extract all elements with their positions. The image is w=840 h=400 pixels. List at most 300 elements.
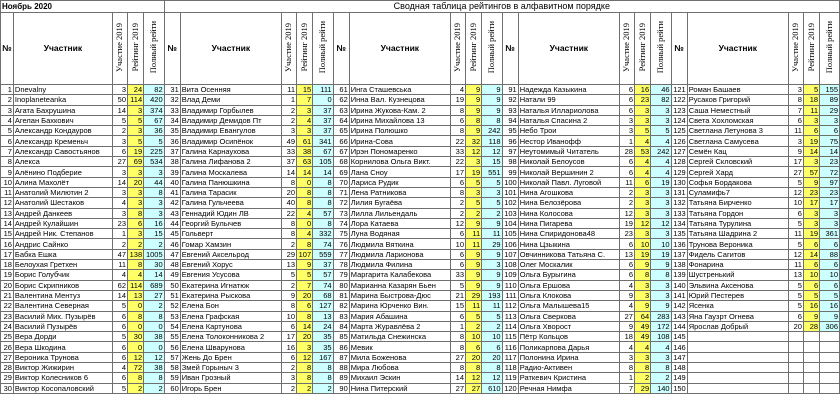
rating-2019: 6 (803, 280, 819, 290)
full-rating: 3 (651, 208, 671, 218)
full-rating: 242 (651, 146, 671, 156)
row-number: 145 (671, 332, 687, 342)
row-number: 1 (1, 85, 14, 95)
participant-name: Жень До Брен (180, 352, 281, 362)
row-number: 86 (333, 342, 349, 352)
full-rating: 3 (820, 218, 840, 228)
participant-name: Евгений Хорус (180, 260, 281, 270)
full-rating: 8 (313, 363, 333, 373)
full-rating: 8 (482, 115, 502, 125)
participant-name: Речная Нимфа (518, 383, 619, 393)
row-number: 45 (164, 229, 180, 239)
row-number: 147 (671, 352, 687, 362)
participation-2019: 9 (281, 290, 296, 300)
participation-2019: 5 (281, 270, 296, 280)
header-rating2019 (128, 13, 144, 85)
rating-2019: 23 (803, 187, 819, 197)
participant-name: Нина Спиридонова48 (518, 229, 619, 239)
rating-2019: 5 (803, 85, 819, 95)
participation-2019: 3 (619, 352, 634, 362)
rating-2019: 5 (803, 290, 819, 300)
participant-name: Поликарпова Дарья (518, 342, 619, 352)
row-number: 123 (671, 105, 687, 115)
participation-2019: 6 (619, 85, 634, 95)
participant-name: Александр Кондауров (13, 126, 112, 136)
row-number: 43 (164, 208, 180, 218)
full-rating: 341 (313, 136, 333, 146)
full-rating: 374 (144, 105, 164, 115)
full-rating: 283 (651, 311, 671, 321)
rating-2019: 11 (466, 239, 482, 249)
row-number: 98 (502, 157, 518, 167)
full-rating: 3 (482, 187, 502, 197)
participant-name: Галина Лифанова 2 (180, 157, 281, 167)
rating-2019: 3 (634, 187, 650, 197)
row-number: 83 (333, 311, 349, 321)
rating-2019: 10 (803, 270, 819, 280)
participant-name: Валентина Ментуз (13, 290, 112, 300)
full-rating: 420 (144, 95, 164, 105)
row-number: 20 (1, 280, 14, 290)
participant-name: Галина Карнаухова (180, 146, 281, 156)
rating-2019: 12 (466, 146, 482, 156)
table-row (1, 270, 840, 280)
rating-2019: 8 (634, 363, 650, 373)
participant-name: Ясенка (687, 301, 788, 311)
full-rating: 67 (144, 115, 164, 125)
row-number: 102 (502, 198, 518, 208)
full-rating: 19 (651, 249, 671, 259)
rating-2019: 4 (297, 208, 313, 218)
full-rating: 37 (313, 260, 333, 270)
rating-2019: 6 (297, 301, 313, 311)
participant-name (687, 342, 788, 352)
participant-name: Александр Кременьч (13, 136, 112, 146)
participation-2019 (788, 383, 803, 393)
header-part2019 (788, 13, 803, 85)
participant-name: Нина Колосова (518, 208, 619, 218)
participant-name: Василий Пузырёв (13, 321, 112, 331)
full-rating: 0 (144, 342, 164, 352)
participant-name: Мария Абашина (349, 311, 450, 321)
row-number: 47 (164, 249, 180, 259)
rating-2019: 8 (128, 208, 144, 218)
full-rating: 14 (313, 167, 333, 177)
rating-2019: 3 (466, 187, 482, 197)
rating-2019: 2 (128, 383, 144, 393)
participant-name: Пётр Кольцов (518, 332, 619, 342)
rating-2019: 6 (803, 260, 819, 270)
row-number: 55 (164, 332, 180, 342)
rating-2019: 5 (466, 198, 482, 208)
rating-2019: 8 (297, 187, 313, 197)
rating-2019: 4 (297, 229, 313, 239)
full-rating: 111 (313, 85, 333, 95)
participation-2019: 4 (112, 270, 127, 280)
full-rating: 559 (313, 249, 333, 259)
participation-2019: 5 (788, 239, 803, 249)
full-rating: 8 (651, 363, 671, 373)
full-rating: 5 (482, 198, 502, 208)
rating-2019: 12 (466, 373, 482, 383)
full-rating: 332 (313, 229, 333, 239)
header-rating2019 (634, 13, 650, 85)
participant-name: Гомар Хамзин (180, 239, 281, 249)
participation-2019: 19 (450, 95, 465, 105)
participant-name: Николай Павл. Луговой (518, 177, 619, 187)
participation-2019: 6 (450, 311, 465, 321)
rating-2019: 15 (297, 85, 313, 95)
row-number: 128 (671, 157, 687, 167)
full-rating: 5 (144, 136, 164, 146)
row-number: 23 (1, 311, 14, 321)
rating-2019: 61 (297, 136, 313, 146)
rating-2019: 5 (128, 136, 144, 146)
participation-2019: 49 (281, 136, 296, 146)
row-number: 4 (1, 115, 14, 125)
row-number: 92 (502, 95, 518, 105)
participation-2019: 10 (788, 198, 803, 208)
participant-name: Сергей Скловский (687, 157, 788, 167)
full-rating: 5 (651, 126, 671, 136)
participation-2019: 14 (281, 167, 296, 177)
header-participant: Участник (349, 13, 450, 85)
participant-name: Inoplaneteanka (13, 95, 112, 105)
full-rating: 37 (313, 115, 333, 125)
table-row (1, 208, 840, 218)
participant-name: Светлана Самусева (687, 136, 788, 146)
rating-2019: 3 (803, 208, 819, 218)
participant-name: Софья Бордакова (687, 177, 788, 187)
participant-name: Андрей Кулайшин (13, 218, 112, 228)
participation-2019: 1 (281, 95, 296, 105)
full-rating: 12 (482, 146, 502, 156)
participant-name: Андрей Ник. Степанов (13, 229, 112, 239)
participant-name: Владимир Осипёнок (180, 136, 281, 146)
rating-2019: 0 (128, 321, 144, 331)
row-number: 100 (502, 177, 518, 187)
full-rating: 10 (820, 270, 840, 280)
participant-name: Елена Шварунова (180, 342, 281, 352)
rating-2019: 12 (634, 218, 650, 228)
participation-2019: 28 (619, 146, 634, 156)
row-number: 124 (671, 115, 687, 125)
rating-2019: 3 (128, 167, 144, 177)
full-rating: 8 (144, 373, 164, 383)
rating-2019: 4 (634, 157, 650, 167)
table-row (1, 136, 840, 146)
participation-2019 (788, 352, 803, 362)
table-row (1, 167, 840, 177)
row-number: 67 (333, 146, 349, 156)
row-number: 30 (1, 383, 14, 393)
participant-name: Игорь Брен (180, 383, 281, 393)
participation-2019: 20 (788, 321, 803, 331)
participation-2019: 2 (281, 383, 296, 393)
participant-name: Семён Кац (687, 146, 788, 156)
participation-2019: 6 (112, 311, 127, 321)
participant-name: Агелан Бахкович (13, 115, 112, 125)
participant-name: Татьяна Бирченко (687, 198, 788, 208)
row-number: 51 (164, 290, 180, 300)
rating-2019: 9 (466, 105, 482, 115)
participation-2019: 4 (619, 301, 634, 311)
full-rating: 0 (313, 95, 333, 105)
table-row (1, 301, 840, 311)
full-rating: 36 (144, 126, 164, 136)
table-row (1, 311, 840, 321)
header-no: № (502, 13, 518, 85)
row-number: 117 (502, 352, 518, 362)
participant-name: Ольга Ершова (518, 280, 619, 290)
rating-2019: 13 (128, 290, 144, 300)
full-rating: 3 (144, 167, 164, 177)
participation-2019: 12 (450, 218, 465, 228)
table-row (1, 290, 840, 300)
table-row (1, 342, 840, 352)
rating-2019: 0 (297, 177, 313, 187)
participant-name: Света Хохломская (687, 115, 788, 125)
participant-name: Светлана Летунова 3 (687, 126, 788, 136)
full-rating: 9 (482, 95, 502, 105)
row-number: 31 (164, 85, 180, 95)
full-rating: 4 (651, 167, 671, 177)
participation-2019: 5 (788, 301, 803, 311)
row-number: 120 (502, 383, 518, 393)
rating-2019: 9 (466, 280, 482, 290)
full-rating: 72 (820, 167, 840, 177)
rating-2019: 14 (297, 321, 313, 331)
row-number: 10 (1, 177, 14, 187)
participation-2019: 2 (450, 208, 465, 218)
rating-2019: 3 (297, 105, 313, 115)
full-rating: 3 (820, 115, 840, 125)
participation-2019: 5 (788, 280, 803, 290)
participation-2019: 13 (281, 260, 296, 270)
participation-2019: 11 (788, 126, 803, 136)
participant-name: Галина Гульчеева (180, 198, 281, 208)
row-number: 12 (1, 198, 14, 208)
participation-2019: 27 (450, 352, 465, 362)
header-no: № (164, 13, 180, 85)
row-number: 68 (333, 157, 349, 167)
full-rating: 534 (144, 157, 164, 167)
table-row (1, 249, 840, 259)
header-rating2019 (297, 13, 313, 85)
participant-name: Анатолий Шестаков (13, 198, 112, 208)
participation-2019: 14 (450, 373, 465, 383)
row-number: 17 (1, 249, 14, 259)
participation-2019: 12 (788, 249, 803, 259)
participation-2019: 62 (112, 280, 127, 290)
header-rating2019 (466, 13, 482, 85)
participant-name: Виктор Колесников 6 (13, 373, 112, 383)
participation-2019: 1 (619, 136, 634, 146)
full-rating (820, 373, 840, 383)
full-rating: 2 (144, 383, 164, 393)
rating-2019: 9 (466, 270, 482, 280)
row-number: 48 (164, 260, 180, 270)
full-rating: 16 (144, 218, 164, 228)
full-rating: 8 (482, 363, 502, 373)
header-part2019-label: Участие 2019 (790, 23, 801, 72)
rating-2019: 20 (128, 177, 144, 187)
participation-2019: 40 (281, 198, 296, 208)
full-rating: 242 (482, 126, 502, 136)
participation-2019: 9 (619, 290, 634, 300)
participant-name: Елена Бон (180, 301, 281, 311)
row-number: 18 (1, 260, 14, 270)
participant-name: Александр Савостьянов (13, 146, 112, 156)
rating-2019: 9 (466, 95, 482, 105)
row-number: 5 (1, 126, 14, 136)
participant-name: Вера Дорди (13, 332, 112, 342)
row-number: 132 (671, 198, 687, 208)
rating-2019: 14 (297, 167, 313, 177)
row-number: 39 (164, 167, 180, 177)
participation-2019: 13 (788, 270, 803, 280)
participation-2019: 4 (112, 198, 127, 208)
participant-name: Анатолий Милютин 2 (13, 187, 112, 197)
participant-name: Виктор Жижирин (13, 363, 112, 373)
rating-2019: 6 (466, 342, 482, 352)
table-row (1, 363, 840, 373)
row-number: 74 (333, 218, 349, 228)
participant-name: Татьяна Турулина (687, 218, 788, 228)
full-rating: 9 (482, 105, 502, 115)
participant-name (687, 363, 788, 373)
participation-2019: 6 (619, 157, 634, 167)
rating-2019: 8 (297, 311, 313, 321)
row-number: 138 (671, 260, 687, 270)
row-number: 3 (1, 105, 14, 115)
participant-name: Натали 99 (518, 95, 619, 105)
full-rating: 35 (313, 332, 333, 342)
rating-2019: 18 (803, 95, 819, 105)
rating-2019: 8 (128, 260, 144, 270)
participation-2019: 2 (450, 198, 465, 208)
participation-2019: 4 (619, 280, 634, 290)
row-number: 76 (333, 239, 349, 249)
rating-2019: 4 (634, 342, 650, 352)
full-rating: 3 (651, 105, 671, 115)
rating-2019: 27 (466, 383, 482, 393)
row-number: 93 (502, 105, 518, 115)
participation-2019: 2 (281, 105, 296, 115)
row-number: 110 (502, 280, 518, 290)
row-number: 26 (1, 342, 14, 352)
rating-2019: 9 (466, 249, 482, 259)
row-number: 82 (333, 301, 349, 311)
rating-2019: 8 (297, 198, 313, 208)
participation-2019: 6 (788, 208, 803, 218)
rating-2019: 8 (297, 363, 313, 373)
participant-name: Геннадий Юдин ЛВ (180, 208, 281, 218)
rating-2019: 12 (128, 352, 144, 362)
participant-name: Марина Юрченко Вин. (349, 301, 450, 311)
full-rating: 8 (313, 198, 333, 208)
row-number: 72 (333, 198, 349, 208)
participation-2019: 22 (281, 208, 296, 218)
row-number: 143 (671, 311, 687, 321)
participation-2019: 14 (112, 290, 127, 300)
rating-2019 (803, 363, 819, 373)
participant-name: Лана Сноу (349, 167, 450, 177)
participation-2019: 17 (450, 167, 465, 177)
participant-name: Владимир Демидов Пт (180, 115, 281, 125)
full-rating: 193 (482, 290, 502, 300)
row-number: 73 (333, 208, 349, 218)
row-number: 29 (1, 373, 14, 383)
participant-name: Нина Питерский (349, 383, 450, 393)
table-row (1, 218, 840, 228)
participation-2019: 3 (112, 167, 127, 177)
full-rating: 6 (820, 280, 840, 290)
participant-name: Раткевич Кристина (518, 373, 619, 383)
row-number: 54 (164, 321, 180, 331)
table-row (1, 157, 840, 167)
rating-2019: 8 (297, 373, 313, 383)
participant-name: Юрий Пестерев (687, 290, 788, 300)
participant-name: Змей Горыныч 3 (180, 363, 281, 373)
participant-name: Евгения Усусова (180, 270, 281, 280)
participation-2019: 5 (112, 332, 127, 342)
participation-2019: 11 (788, 260, 803, 270)
participant-name: Олег Москалик (518, 260, 619, 270)
participation-2019: 17 (281, 332, 296, 342)
full-rating: 9 (482, 85, 502, 95)
row-number: 89 (333, 373, 349, 383)
rating-2019: 2 (634, 373, 650, 383)
rating-2019: 6 (803, 126, 819, 136)
participant-name: Эльвина Аксенова (687, 280, 788, 290)
row-number: 36 (164, 136, 180, 146)
full-rating: 6 (820, 260, 840, 270)
participant-name: Галина Панюшкина (180, 177, 281, 187)
row-number: 79 (333, 270, 349, 280)
rating-2019: 114 (128, 95, 144, 105)
rating-2019: 19 (803, 136, 819, 146)
full-rating: 9 (482, 249, 502, 259)
rating-2019: 3 (297, 342, 313, 352)
row-number: 150 (671, 383, 687, 393)
rating-2019: 5 (297, 270, 313, 280)
participation-2019: 5 (112, 301, 127, 311)
table-row (1, 85, 840, 95)
row-number: 19 (1, 270, 14, 280)
table-row (1, 352, 840, 362)
full-rating: 97 (820, 177, 840, 187)
row-number: 65 (333, 126, 349, 136)
participant-name: Борис Голубчик (13, 270, 112, 280)
row-number: 46 (164, 239, 180, 249)
rating-2019: 3 (634, 208, 650, 218)
full-rating: 2 (651, 373, 671, 383)
header-full-label: Полный рейти (317, 21, 328, 74)
row-number: 116 (502, 342, 518, 352)
full-rating: 155 (820, 85, 840, 95)
full-rating: 68 (313, 290, 333, 300)
rating-2019: 19 (128, 146, 144, 156)
header-rating2019-label: Рейтинг 2019 (130, 23, 141, 72)
participant-name: Русаков Григорий (687, 95, 788, 105)
row-number: 85 (333, 332, 349, 342)
participation-2019: 2 (112, 126, 127, 136)
participation-2019: 5 (788, 218, 803, 228)
full-rating: 11 (482, 229, 502, 239)
full-rating: 23 (820, 157, 840, 167)
row-number: 118 (502, 363, 518, 373)
